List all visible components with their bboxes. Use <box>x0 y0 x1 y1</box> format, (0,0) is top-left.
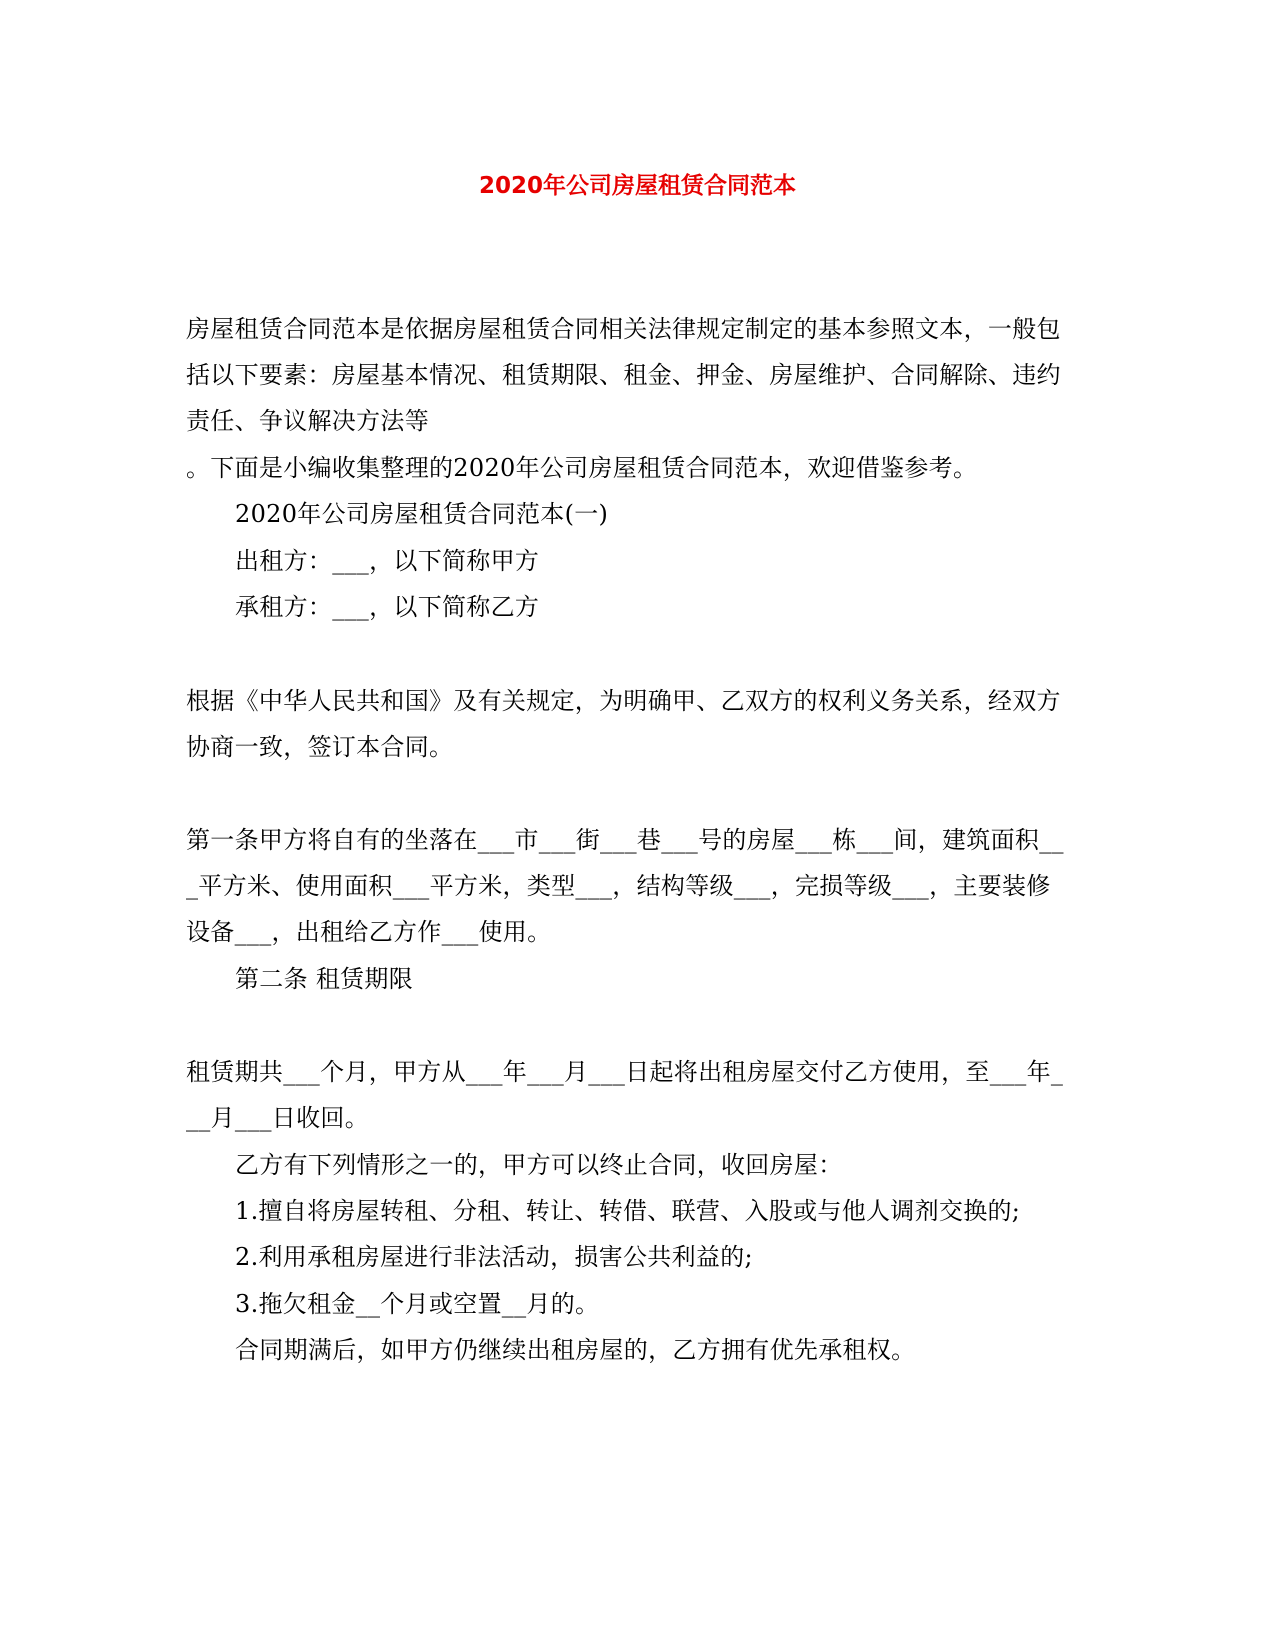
paragraph-line: 设备___，出租给乙方作___使用。 <box>186 918 552 946</box>
paragraph-line: 第一条甲方将自有的坐落在___市___街___巷___号的房屋___栋___间，建筑面积__ <box>186 826 1064 854</box>
paragraph-line: 协商一致，签订本合同。 <box>186 733 454 761</box>
paragraph-line: 责任、争议解决方法等 <box>186 407 429 435</box>
paragraph-line: _平方米、使用面积___平方米，类型___，结构等级___，完损等级___，主要装修 <box>186 872 1051 900</box>
paragraph-line: 出租方：___，以下简称甲方 <box>235 547 540 575</box>
paragraph-line: 括以下要素：房屋基本情况、租赁期限、租金、押金、房屋维护、合同解除、违约 <box>186 361 1061 389</box>
paragraph-line: 承租方：___，以下简称乙方 <box>235 593 540 621</box>
paragraph-line: 乙方有下列情形之一的，甲方可以终止合同，收回房屋： <box>235 1151 843 1179</box>
article-heading: 第二条 租赁期限 <box>235 965 414 993</box>
document-title: 2020年公司房屋租赁合同范本 <box>478 173 796 199</box>
paragraph-line: __月___日收回。 <box>186 1104 369 1132</box>
list-item: 2.利用承租房屋进行非法活动，损害公共利益的; <box>235 1243 753 1271</box>
paragraph-line: 租赁期共___个月，甲方从___年___月___日起将出租房屋交付乙方使用，至___年_ <box>186 1058 1064 1086</box>
section-heading: 2020年公司房屋租赁合同范本(一) <box>235 500 609 528</box>
list-item: 1.擅自将房屋转租、分租、转让、转借、联营、入股或与他人调剂交换的; <box>235 1197 1021 1225</box>
paragraph-line: 根据《中华人民共和国》及有关规定，为明确甲、乙双方的权利义务关系，经双方 <box>186 687 1061 715</box>
paragraph-line: 房屋租赁合同范本是依据房屋租赁合同相关法律规定制定的基本参照文本，一般包 <box>186 315 1061 343</box>
paragraph-line: 合同期满后，如甲方仍继续出租房屋的，乙方拥有优先承租权。 <box>235 1336 916 1364</box>
paragraph-line: 。下面是小编收集整理的2020年公司房屋租赁合同范本，欢迎借鉴参考。 <box>186 454 978 482</box>
list-item: 3.拖欠租金__个月或空置__月的。 <box>235 1290 600 1318</box>
